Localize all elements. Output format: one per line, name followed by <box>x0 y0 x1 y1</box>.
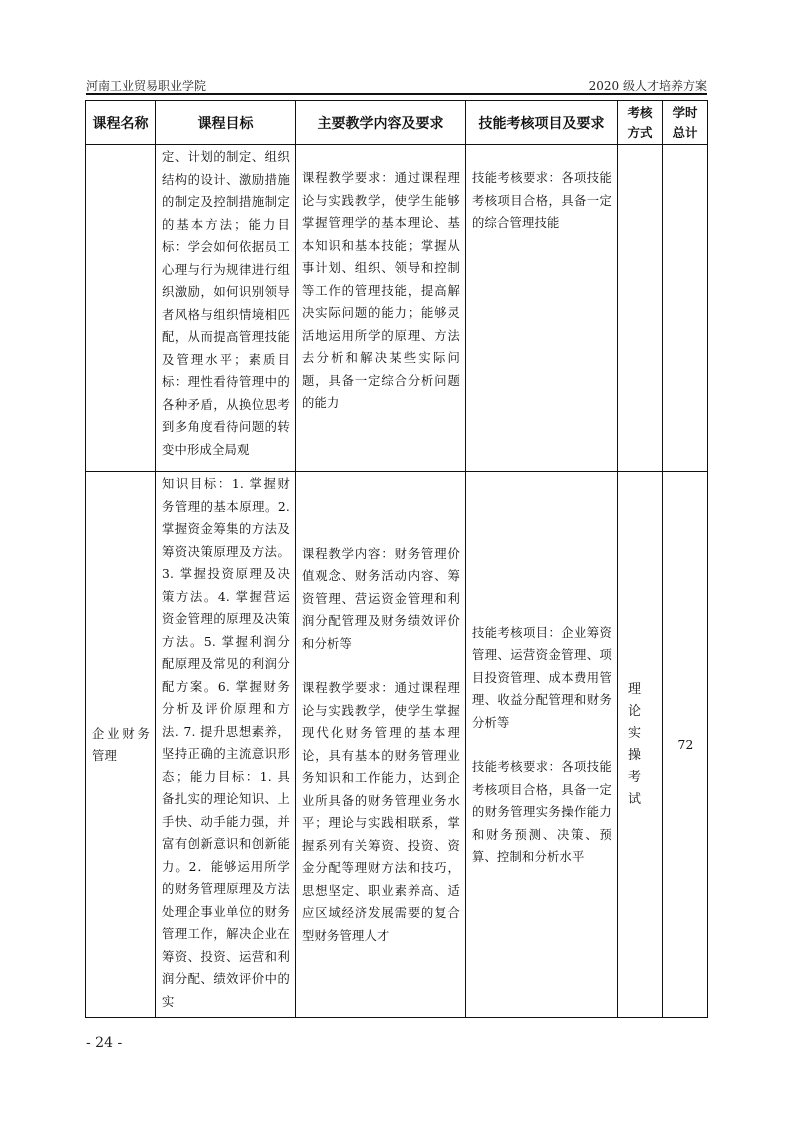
skills-items: 技能考核项目：企业筹资管理、运营资金管理、项目投资管理、成本费用管理、收益分配管理和财务分析等 <box>472 625 612 730</box>
header-divider <box>86 93 707 95</box>
total-hours-line-1: 学时 <box>672 104 698 120</box>
skills-cell <box>466 472 618 1018</box>
column-header-course-name: 课程名称 <box>86 101 156 145</box>
table-header-row <box>86 101 708 145</box>
header-document-title: 2020 级人才培养方案 <box>588 79 707 93</box>
objective-cell <box>156 145 296 472</box>
exam-method-cell <box>618 472 663 1018</box>
column-header-total-hours <box>663 101 708 145</box>
course-table <box>85 100 708 1018</box>
content-requirements: 课程教学要求：通过课程理论与实践教学，使学生掌握现代化财务管理的基本理论，具有基本的财务管理业务知识和工作能力，达到企业所具备的财务管理业务水平；理论与实践相联系，掌握系列有关筹资、投资、资金分配等理财方法和技巧，思想坚定、职业素养高、适应区域经济发展需要的复合型财务管理人才 <box>302 681 460 943</box>
course-name: 企业财务管理 <box>92 726 150 763</box>
objective-cell <box>156 472 296 1018</box>
content-cell <box>296 145 466 472</box>
exam-method-line-1: 考核 <box>627 104 653 120</box>
course-name-cell <box>86 472 156 1018</box>
total-hours: 72 <box>677 737 694 752</box>
course-name-cell <box>86 145 156 472</box>
total-hours-cell <box>663 145 708 472</box>
column-header-content: 主要教学内容及要求 <box>296 101 466 145</box>
table-row <box>86 472 708 1018</box>
content-requirements: 课程教学要求：通过课程理论与实践教学，使学生能够掌握管理学的基本理论、基本知识和基本技能；掌握从事计划、组织、领导和控制等工作的管理技能，提高解决实际问题的能力；能够灵活地运用所学的原理、方法去分析和解决某些实际问题，具备一定综合分析问题的能力 <box>302 171 460 410</box>
column-header-exam-method <box>618 101 663 145</box>
exam-method-line-2: 方式 <box>627 124 653 140</box>
skills-cell <box>466 145 618 472</box>
column-header-skills: 技能考核项目及要求 <box>466 101 618 145</box>
page-number: - 24 - <box>86 1035 123 1051</box>
exam-method-cell <box>618 145 663 472</box>
exam-method: 理论实操考试 <box>628 681 642 807</box>
total-hours-cell <box>663 472 708 1018</box>
content-topics: 课程教学内容：财务管理价值观念、财务活动内容、筹资管理、营运资金管理和利润分配管理及财务绩效评价和分析等 <box>302 546 460 651</box>
total-hours-line-2: 总计 <box>672 124 698 140</box>
table-row <box>86 145 708 472</box>
skills-requirements: 技能考核要求：各项技能考核项目合格，具备一定的财务管理实务操作能力和财务预测、决策、预算、控制和分析水平 <box>472 760 612 864</box>
column-header-objective: 课程目标 <box>156 101 296 145</box>
skills-requirements: 技能考核要求：各项技能考核项目合格，具备一定的综合管理技能 <box>472 171 612 230</box>
header-institution: 河南工业贸易职业学院 <box>86 79 207 93</box>
content-cell <box>296 472 466 1018</box>
objective-text: 知识目标：1. 掌握财务管理的基本原理。2. 掌握资金筹集的方法及筹资决策原理及方法。3. 掌握投资原理及决策方法。4. 掌握营运资金管理的原理及决策方法。5. 掌握利润分配原理及常见的利润分配方案。6. 掌握财务分析及评价原理和方法. 7. 提升思想素养，坚持正确的主流意识形态；能力目标：1. 具备扎实的理论知识、上手快、动手能力强，并富有创新意识和创新能力。2．能够运用所学的财务管理原理及方法处理企事业单位的财务管理工作，解决企业在筹资、投资、运营和利润分配、绩效评价中的实 <box>162 477 290 1009</box>
objective-text: 定、计划的制定、组织结构的设计、激励措施的制定及控制措施制定的基本方法；能力目标：学会如何依据员工心理与行为规律进行组织激励，如何识别领导者风格与组织情境相匹配，从而提高管理技能及管理水平；素质目标：理性看待管理中的各种矛盾，从换位思考到多角度看待问题的转变中形成全局观 <box>162 150 290 457</box>
